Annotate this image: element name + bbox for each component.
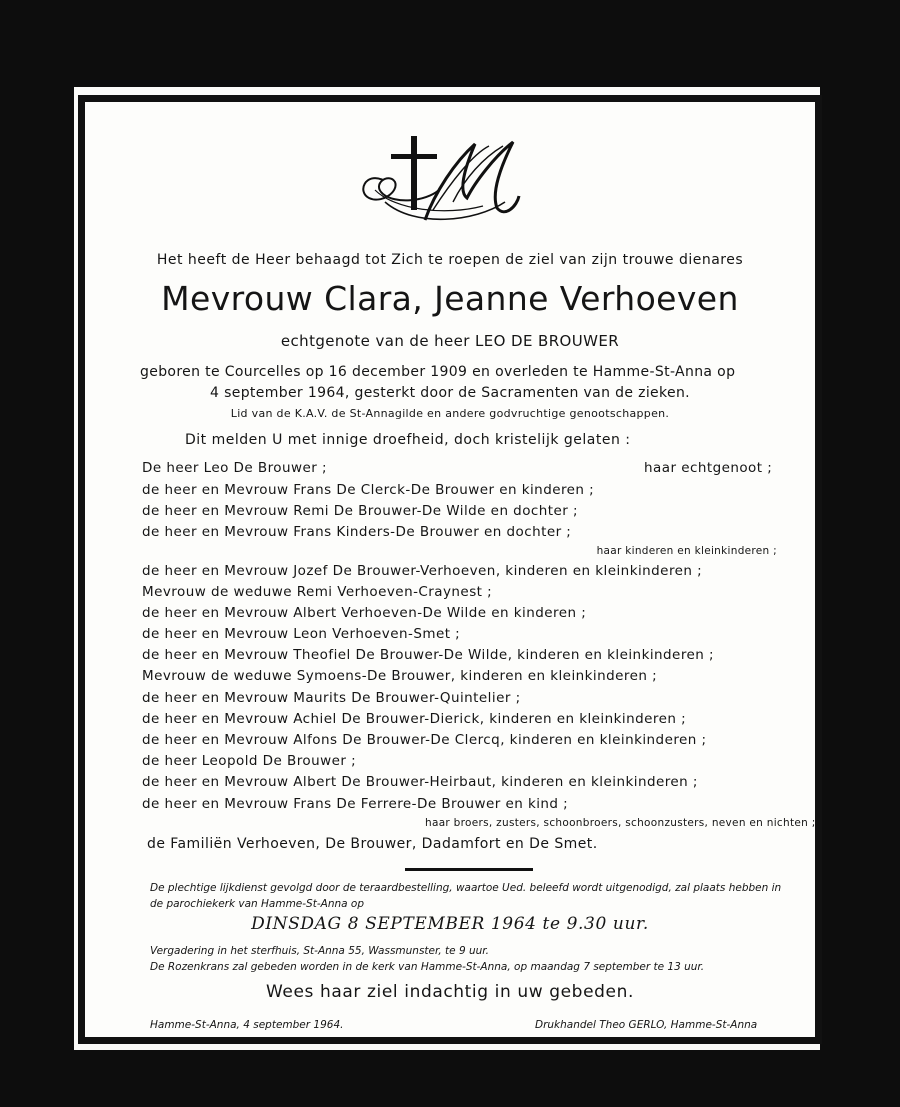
husband-role: haar echtgenoot ; (644, 460, 773, 476)
families-line: de Familiën Verhoeven, De Brouwer, Dadamfort en De Smet. (147, 836, 598, 852)
relative-line: Mevrouw de weduwe Remi Verhoeven-Craynest ; (142, 584, 493, 600)
memorial-card (74, 87, 820, 1050)
relative-line: de heer en Mevrouw Achiel De Brouwer-Dierick, kinderen en kleinkinderen ; (142, 711, 687, 727)
relative-line: de heer en Mevrouw Maurits De Brouwer-Quintelier ; (142, 690, 521, 706)
husband-line: De heer Leo De Brouwer ; (142, 460, 328, 476)
relative-line: de heer en Mevrouw Albert Verhoeven-De Wilde en kinderen ; (142, 605, 587, 621)
relative-line: de heer en Mevrouw Frans De Ferrere-De Brouwer en kind ; (142, 796, 569, 812)
relative-line: de heer Leopold De Brouwer ; (142, 753, 357, 769)
intro-text: Het heeft de Heer behaagd tot Zich te roepen de ziel van zijn trouwe dienares (156, 252, 744, 268)
place-date: Hamme-St-Anna, 4 september 1964. (150, 1019, 344, 1031)
siblings-role: haar broers, zusters, schoonbroers, schoonzusters, neven en nichten ; (425, 817, 816, 829)
relative-line: de heer en Mevrouw Leon Verhoeven-Smet ; (142, 626, 461, 642)
relative-line: de heer en Mevrouw Remi De Brouwer-De Wilde en dochter ; (142, 503, 579, 519)
birth-death-line-2: 4 september 1964, gesterkt door de Sacramenten van de zieken. (210, 385, 690, 401)
relative-line: de heer en Mevrouw Albert De Brouwer-Heirbaut, kinderen en kleinkinderen ; (142, 774, 698, 790)
printer-credit: Drukhandel Theo GERLO, Hamme-St-Anna (535, 1019, 758, 1031)
service-text: De plechtige lijkdienst gevolgd door de teraardbestelling, waartoe Ued. beleefd wordt uitgenodigd, zal plaats hebben in de parochiekerk van Hamme-St-Anna op (150, 882, 782, 910)
spouse-line: echtgenote van de heer LEO DE BROUWER (280, 332, 620, 350)
relative-line: de heer en Mevrouw Frans De Clerck-De Brouwer en kinderen ; (142, 482, 595, 498)
relative-line: de heer en Mevrouw Jozef De Brouwer-Verhoeven, kinderen en kleinkinderen ; (142, 563, 703, 579)
announcement-line: Dit melden U met innige droefheid, doch kristelijk gelaten : (185, 432, 631, 448)
rosary-line: De Rozenkrans zal gebeden worden in de kerk van Hamme-St-Anna, op maandag 7 september te 13 uur. (150, 961, 705, 973)
relative-line: Mevrouw de weduwe Symoens-De Brouwer, kinderen en kleinkinderen ; (142, 668, 658, 684)
children-role: haar kinderen en kleinkinderen ; (596, 545, 777, 557)
birth-death-line-1: geboren te Courcelles op 16 december 1909 en overleden te Hamme-St-Anna op (140, 364, 736, 380)
cross-monogram-icon (355, 132, 525, 228)
black-border-frame (78, 95, 822, 1044)
membership-line: Lid van de K.A.V. de St-Annagilde en andere godvruchtige genootschappen. (230, 407, 670, 420)
deceased-name: Mevrouw Clara, Jeanne Verhoeven (161, 279, 739, 318)
service-date: DINSDAG 8 SEPTEMBER 1964 te 9.30 uur. (251, 914, 649, 934)
relative-line: de heer en Mevrouw Theofiel De Brouwer-De Wilde, kinderen en kleinkinderen ; (142, 647, 715, 663)
prayer-line: Wees haar ziel indachtig in uw gebeden. (266, 982, 634, 1002)
relative-line: de heer en Mevrouw Alfons De Brouwer-De Clercq, kinderen en kleinkinderen ; (142, 732, 707, 748)
relative-line: de heer en Mevrouw Frans Kinders-De Brouwer en dochter ; (142, 524, 572, 540)
divider-rule (405, 868, 533, 871)
gathering-line: Vergadering in het sterfhuis, St-Anna 55, Wassmunster, te 9 uur. (150, 945, 489, 957)
